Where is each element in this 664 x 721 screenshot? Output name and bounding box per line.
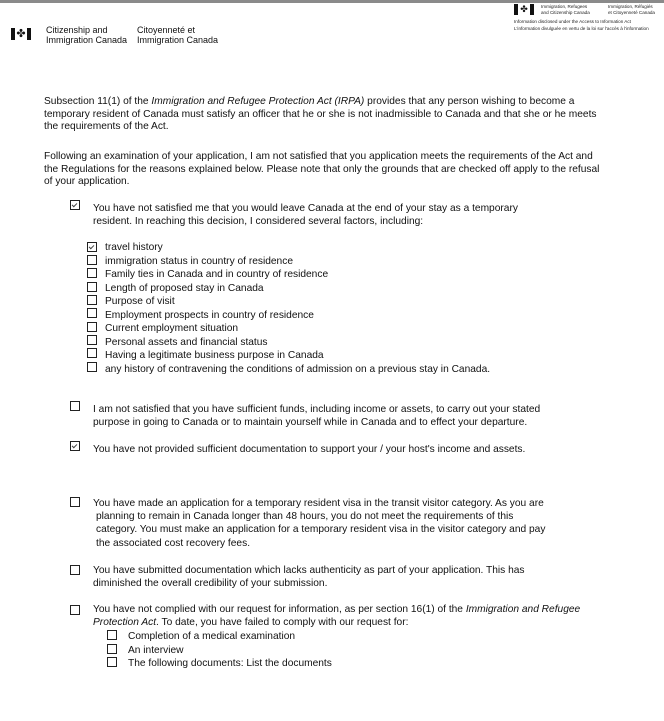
request-item-label: Completion of a medical examination — [128, 631, 296, 642]
factor-label: immigration status in country of residence — [105, 256, 293, 267]
factor-checkbox-family-ties[interactable] — [87, 268, 97, 278]
request-info-text — [93, 604, 593, 629]
transit-line3: category. You must make an application for a temporary resident visa in the visitor category and pay — [96, 524, 546, 535]
factor-label: Family ties in Canada and in country of residence — [105, 269, 329, 280]
intro-p1-text-b: provides that any person wishing to become a temporary resident of Canada must satisfy an officer that he or she is not inadmissible to Canada and that she or he meets the requirements of the Act. — [44, 96, 597, 132]
factor-label: Having a legitimate business purpose in Canada — [105, 350, 324, 361]
stamp-fr-line1: Immigration, Réfugiés — [608, 4, 653, 9]
transit-checkbox[interactable] — [70, 497, 80, 507]
top-rule — [0, 0, 664, 3]
factor-label: Length of proposed stay in Canada — [105, 283, 264, 294]
transit-line4: the associated cost recovery fees. — [96, 538, 251, 549]
transit-line1: You have made an application for a temporary resident visa in the transit visitor category. As you are — [93, 498, 544, 509]
factor-label: Purpose of visit — [105, 296, 175, 307]
documentation-checkbox[interactable] — [70, 441, 80, 451]
intro-paragraph-2: Following an examination of your application, I am not satisfied that you application meets the requirements of the Act and the Regulations for the reasons explained below. Please note that only the grounds that are checked off apply to the refusal of your application. — [44, 151, 600, 187]
request-info-checkbox[interactable] — [70, 605, 80, 615]
funds-line2: purpose in going to Canada or to maintain yourself while in Canada and to effect your departure. — [93, 417, 528, 428]
department-name-fr — [137, 25, 218, 45]
stamp-flag-icon: ✤ — [514, 4, 534, 15]
request-item-label: An interview — [128, 645, 184, 656]
factor-checkbox-history-contravening[interactable] — [87, 362, 97, 372]
request-text-b: . To date, you have failed to comply with our request for: — [156, 616, 409, 628]
factor-checkbox-length-of-stay[interactable] — [87, 282, 97, 292]
leave-canada-checkbox[interactable] — [70, 200, 80, 210]
authenticity-line1: You have submitted documentation which lacks authenticity as part of your application. This has — [93, 565, 525, 576]
authenticity-checkbox[interactable] — [70, 565, 80, 575]
request-checkbox-interview[interactable] — [107, 644, 117, 654]
request-checkbox-medical[interactable] — [107, 630, 117, 640]
request-checkbox-documents[interactable] — [107, 657, 117, 667]
irpa-act-title: Immigration and Refugee Protection Act (IRPA) — [151, 96, 365, 107]
factor-checkbox-business-purpose[interactable] — [87, 348, 97, 358]
dept-fr-line1: Citoyenneté et — [137, 25, 196, 35]
authenticity-line2: diminished the overall credibility of your submission. — [93, 578, 328, 589]
department-name-en — [46, 25, 127, 45]
factor-label: travel history — [105, 242, 163, 253]
factor-label: Employment prospects in country of residence — [105, 310, 314, 321]
factor-label: any history of contravening the conditions of admission on a previous stay in Canada. — [105, 364, 491, 375]
dept-fr-line2: Immigration Canada — [137, 35, 219, 45]
transit-line2: planning to remain in Canada longer than 48 hours, you do not meet the requirements of this — [96, 511, 514, 522]
leave-canada-line1: You have not satisfied me that you would leave Canada at the end of your stay as a temporary — [93, 203, 518, 214]
stamp-en-line1: Immigration, Refugees — [541, 4, 588, 9]
factor-checkbox-purpose[interactable] — [87, 295, 97, 305]
request-act-title: Immigration and Refugee Protection Act — [93, 604, 581, 628]
funds-checkbox[interactable] — [70, 401, 80, 411]
intro-paragraph-1 — [44, 96, 604, 134]
canada-flag-icon: ✤ — [11, 28, 31, 40]
factor-checkbox-current-employment[interactable] — [87, 322, 97, 332]
factor-label: Personal assets and financial status — [105, 337, 268, 348]
factor-checkbox-assets[interactable] — [87, 335, 97, 345]
request-text-a: You have not complied with our request for information, as per section 16(1) of the — [93, 604, 466, 615]
disclosure-fr: L'information divulguée en vertu de la loi sur l'accès à l'information — [514, 26, 649, 31]
leave-canada-line2: resident. In reaching this decision, I considered several factors, including: — [93, 216, 424, 227]
disclosure-en: Information disclosed under the Access to Information Act — [514, 19, 631, 24]
stamp-en — [541, 4, 590, 15]
funds-line1: I am not satisfied that you have sufficient funds, including income or assets, to carry out your stated — [93, 404, 541, 415]
stamp-en-line2: and Citizenship Canada — [541, 9, 590, 15]
stamp-fr-line2: et Citoyenneté Canada — [608, 9, 655, 15]
request-item-label: The following documents: List the documents — [128, 658, 332, 669]
factor-checkbox-travel-history[interactable] — [87, 242, 97, 252]
dept-en-line1: Citizenship and — [46, 25, 108, 35]
factor-checkbox-employment-prospects[interactable] — [87, 308, 97, 318]
intro-p1-text-a: Subsection 11(1) of the — [44, 96, 152, 107]
stamp-fr — [608, 4, 655, 15]
dept-en-line2: Immigration Canada — [46, 35, 128, 45]
factor-label: Current employment situation — [105, 323, 239, 334]
factor-checkbox-immigration-status[interactable] — [87, 255, 97, 265]
documentation-text: You have not provided sufficient documentation to support your / your host's income and assets. — [93, 444, 526, 455]
